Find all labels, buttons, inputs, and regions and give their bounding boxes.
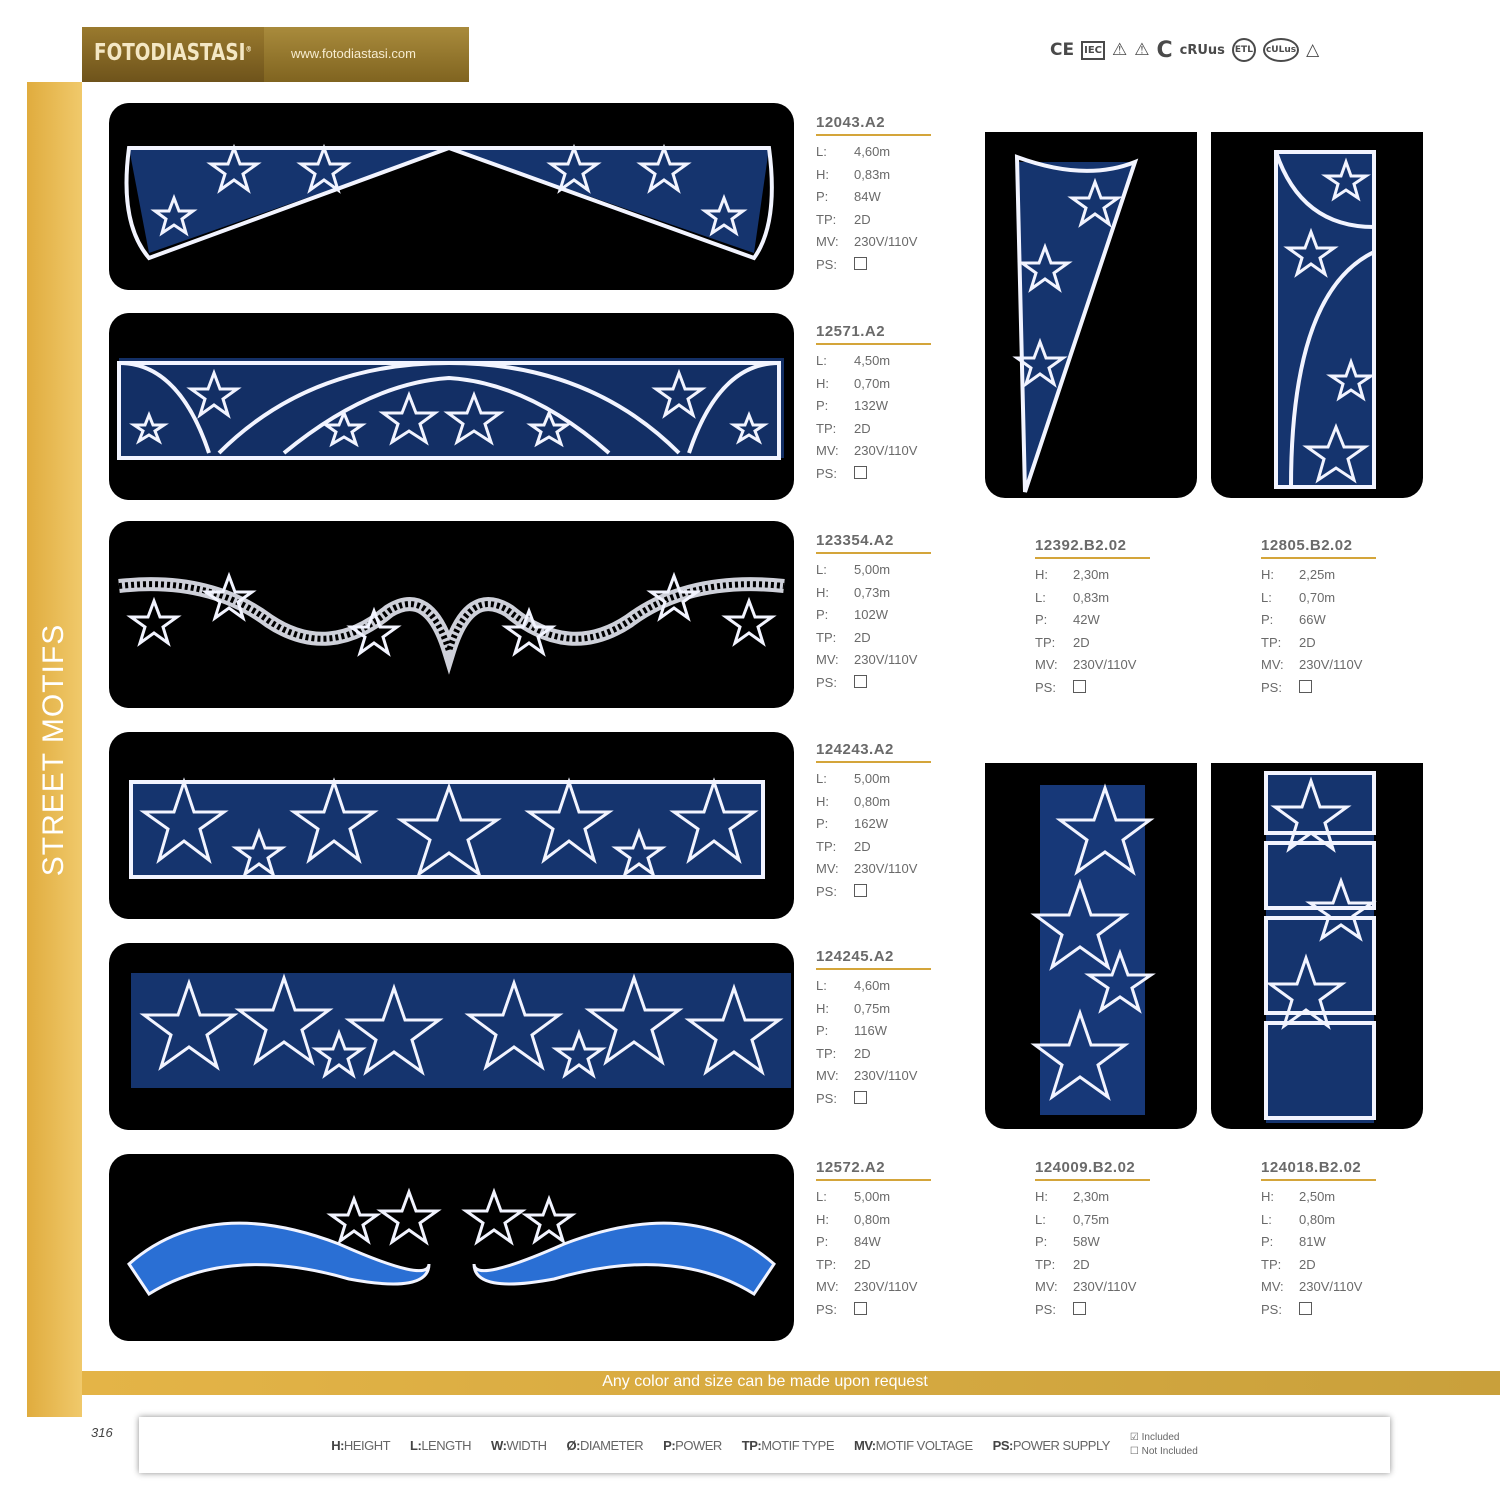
- voltage-value: 230V/110V: [854, 861, 918, 876]
- product-code: 123354.A2: [816, 532, 931, 554]
- product-code: 124009.B2.02: [1035, 1159, 1150, 1181]
- spec-label: PS:: [816, 1090, 837, 1106]
- spec-label: P:: [816, 1023, 829, 1038]
- spec-label: L:: [816, 1189, 827, 1204]
- spec-label: PS:: [816, 883, 837, 899]
- spec-124243: [816, 741, 931, 906]
- height-value: 2,30m: [1073, 1189, 1110, 1204]
- power-value: 102W: [854, 607, 888, 622]
- height-value: 0,83m: [854, 166, 891, 182]
- spec-label: H:: [1261, 567, 1274, 582]
- spec-label: H:: [816, 793, 829, 809]
- spec-label: L:: [816, 144, 827, 159]
- product-image-12805: [1211, 132, 1423, 498]
- spec-label: MV:: [816, 234, 839, 249]
- power-value: 42W: [1073, 612, 1100, 627]
- spec-label: MV:: [816, 1068, 839, 1083]
- spec-label: MV:: [816, 861, 839, 876]
- cul-mark-icon: cULus: [1263, 38, 1299, 62]
- checked-box-icon: ☑: [1129, 1432, 1139, 1443]
- etl-mark-icon: ETL: [1232, 38, 1256, 62]
- spec-label: P:: [816, 1234, 829, 1249]
- page-number: 316: [91, 1425, 113, 1440]
- product-code: 12805.B2.02: [1261, 537, 1376, 559]
- spec-label: MV:: [1035, 1279, 1058, 1294]
- legend-motif-voltage: MV:MOTIF VOLTAGE: [854, 1437, 973, 1453]
- spec-label: L:: [816, 562, 827, 577]
- length-value: 5,00m: [854, 771, 891, 786]
- spec-label: MV:: [816, 443, 839, 458]
- spec-label: TP:: [816, 1256, 837, 1272]
- motif-type-value: 2D: [854, 420, 871, 436]
- motif-type-value: 2D: [854, 629, 871, 645]
- product-code: 124245.A2: [816, 948, 931, 970]
- length-value: 5,00m: [854, 562, 891, 577]
- product-code: 12571.A2: [816, 323, 931, 345]
- legend-diameter: Ø:DIAMETER: [566, 1437, 644, 1453]
- ce-mark-icon: CE: [1050, 40, 1075, 60]
- spec-label: TP:: [816, 211, 837, 227]
- spec-label: MV:: [816, 1279, 839, 1294]
- spec-label: H:: [816, 1211, 829, 1227]
- spec-label: TP:: [816, 1045, 837, 1061]
- spec-label: H:: [816, 166, 829, 182]
- product-image-12572: [109, 1154, 794, 1341]
- voltage-value: 230V/110V: [854, 652, 918, 667]
- product-image-123354: [109, 521, 794, 708]
- spec-12572: [816, 1159, 931, 1324]
- power-value: 116W: [854, 1023, 887, 1038]
- power-supply-checkbox[interactable]: [1299, 680, 1312, 693]
- legend-width: W:WIDTH: [491, 1437, 547, 1453]
- height-value: 0,80m: [854, 793, 891, 809]
- section-title: STREET MOTIFS: [37, 623, 70, 877]
- product-image-12571: [109, 313, 794, 500]
- spec-label: H:: [816, 1000, 829, 1016]
- height-value: 2,25m: [1299, 567, 1336, 582]
- legend-height: H:HEIGHT: [331, 1437, 391, 1453]
- ul-recognized-icon: cRUus: [1179, 42, 1225, 58]
- spec-label: TP:: [1261, 1256, 1282, 1272]
- motif-type-value: 2D: [1073, 1256, 1090, 1272]
- empty-box-icon: ☐: [1129, 1446, 1139, 1457]
- legend-power: P:POWER: [663, 1437, 722, 1453]
- product-code: 124018.B2.02: [1261, 1159, 1376, 1181]
- legend-motif-type: TP:MOTIF TYPE: [741, 1437, 834, 1453]
- length-value: 0,75m: [1073, 1211, 1110, 1227]
- spec-label: L:: [1261, 589, 1272, 605]
- spec-label: L:: [816, 771, 827, 786]
- spec-123354: [816, 532, 931, 697]
- spec-label: MV:: [1035, 657, 1058, 672]
- product-image-12043: [109, 103, 794, 290]
- power-value: 162W: [854, 816, 888, 831]
- product-code: 12572.A2: [816, 1159, 931, 1181]
- pse-mark-icon: △: [1306, 40, 1320, 60]
- warning-triangle-icon: ⚠: [1111, 40, 1128, 60]
- footer-note: Any color and size can be made upon request: [602, 1373, 928, 1390]
- voltage-value: 230V/110V: [1299, 657, 1363, 672]
- product-code: 12043.A2: [816, 114, 931, 136]
- voltage-value: 230V/110V: [1073, 657, 1137, 672]
- spec-label: TP:: [1035, 634, 1056, 650]
- spec-label: L:: [1035, 589, 1046, 605]
- power-value: 84W: [854, 189, 881, 204]
- spec-12571: [816, 323, 931, 488]
- motif-type-value: 2D: [854, 838, 871, 854]
- spec-label: P:: [1035, 1234, 1048, 1249]
- c-mark-icon: C: [1156, 37, 1173, 63]
- product-image-124009: [985, 763, 1197, 1129]
- spec-label: P:: [816, 189, 829, 204]
- spec-label: PS:: [816, 465, 837, 481]
- power-value: 58W: [1073, 1234, 1100, 1249]
- spec-label: P:: [1261, 1234, 1274, 1249]
- spec-label: P:: [816, 398, 829, 413]
- spec-label: P:: [816, 816, 829, 831]
- voltage-value: 230V/110V: [1073, 1279, 1137, 1294]
- voltage-value: 230V/110V: [854, 1068, 918, 1083]
- spec-label: H:: [816, 375, 829, 391]
- length-value: 4,60m: [854, 978, 891, 993]
- spec-label: L:: [1035, 1211, 1046, 1227]
- warning-triangle-icon-2: ⚠: [1134, 40, 1150, 60]
- product-image-124018: [1211, 763, 1423, 1129]
- spec-124018: [1261, 1159, 1376, 1324]
- spec-label: MV:: [1261, 1279, 1284, 1294]
- product-code: 12392.B2.02: [1035, 537, 1150, 559]
- length-value: 0,80m: [1299, 1211, 1336, 1227]
- voltage-value: 230V/110V: [1299, 1279, 1363, 1294]
- power-supply-checkbox[interactable]: [854, 257, 867, 270]
- power-value: 132W: [854, 398, 888, 413]
- certification-icons: [1050, 34, 1395, 66]
- spec-label: PS:: [816, 256, 837, 272]
- motif-type-value: 2D: [854, 1045, 871, 1061]
- brand-logo: FOTODIASTASI®: [94, 40, 252, 66]
- spec-124245: [816, 948, 931, 1113]
- power-value: 66W: [1299, 612, 1326, 627]
- spec-label: H:: [1035, 567, 1048, 582]
- product-image-12392: [985, 132, 1197, 498]
- power-supply-checkbox[interactable]: [854, 675, 867, 688]
- spec-label: TP:: [1261, 634, 1282, 650]
- legend-power-supply: PS:POWER SUPPLY: [992, 1437, 1110, 1453]
- website-link[interactable]: www.fotodiastasi.com: [291, 46, 416, 61]
- spec-label: PS:: [1035, 1301, 1056, 1317]
- height-value: 0,80m: [854, 1211, 891, 1227]
- power-supply-checkbox[interactable]: [1073, 680, 1086, 693]
- spec-label: L:: [816, 353, 827, 368]
- height-value: 0,70m: [854, 375, 891, 391]
- length-value: 4,60m: [854, 144, 891, 159]
- motif-type-value: 2D: [1299, 1256, 1316, 1272]
- power-supply-checkbox[interactable]: [854, 1091, 867, 1104]
- power-supply-checkbox[interactable]: [1299, 1302, 1312, 1315]
- abbreviation-legend: [139, 1417, 1390, 1473]
- motif-type-value: 2D: [854, 211, 871, 227]
- length-value: 4,50m: [854, 353, 891, 368]
- product-code: 124243.A2: [816, 741, 931, 763]
- power-value: 84W: [854, 1234, 881, 1249]
- voltage-value: 230V/110V: [854, 443, 918, 458]
- spec-label: MV:: [1261, 657, 1284, 672]
- power-supply-checkbox[interactable]: [854, 466, 867, 479]
- power-value: 81W: [1299, 1234, 1326, 1249]
- iec-mark-icon: IEC: [1081, 41, 1105, 60]
- spec-label: P:: [1261, 612, 1274, 627]
- legend-length: L:LENGTH: [410, 1437, 472, 1453]
- spec-12805: [1261, 537, 1376, 702]
- voltage-value: 230V/110V: [854, 234, 918, 249]
- product-image-124245: [109, 943, 794, 1130]
- spec-label: PS:: [816, 1301, 837, 1317]
- product-image-124243: [109, 732, 794, 919]
- length-value: 0,83m: [1073, 589, 1110, 605]
- spec-label: L:: [816, 978, 827, 993]
- spec-label: TP:: [816, 838, 837, 854]
- spec-label: PS:: [1261, 1301, 1282, 1317]
- spec-label: H:: [1035, 1189, 1048, 1204]
- spec-12043: [816, 114, 931, 279]
- height-value: 0,75m: [854, 1000, 891, 1016]
- height-value: 2,50m: [1299, 1189, 1336, 1204]
- power-supply-checkbox[interactable]: [1073, 1302, 1086, 1315]
- spec-label: P:: [1035, 612, 1048, 627]
- spec-label: P:: [816, 607, 829, 622]
- spec-label: TP:: [1035, 1256, 1056, 1272]
- spec-label: H:: [816, 584, 829, 600]
- included-legend: ☑ Included ☐ Not Included: [1129, 1432, 1198, 1457]
- spec-124009: [1035, 1159, 1150, 1324]
- spec-label: TP:: [816, 420, 837, 436]
- height-value: 2,30m: [1073, 567, 1110, 582]
- spec-label: MV:: [816, 652, 839, 667]
- motif-type-value: 2D: [854, 1256, 871, 1272]
- motif-type-value: 2D: [1073, 634, 1090, 650]
- spec-12392: [1035, 537, 1150, 702]
- length-value: 0,70m: [1299, 589, 1336, 605]
- motif-type-value: 2D: [1299, 634, 1316, 650]
- voltage-value: 230V/110V: [854, 1279, 918, 1294]
- length-value: 5,00m: [854, 1189, 891, 1204]
- spec-label: L:: [1261, 1211, 1272, 1227]
- spec-label: PS:: [816, 674, 837, 690]
- spec-label: PS:: [1261, 679, 1282, 695]
- spec-label: PS:: [1035, 679, 1056, 695]
- spec-label: TP:: [816, 629, 837, 645]
- height-value: 0,73m: [854, 584, 891, 600]
- spec-label: H:: [1261, 1189, 1274, 1204]
- power-supply-checkbox[interactable]: [854, 884, 867, 897]
- power-supply-checkbox[interactable]: [854, 1302, 867, 1315]
